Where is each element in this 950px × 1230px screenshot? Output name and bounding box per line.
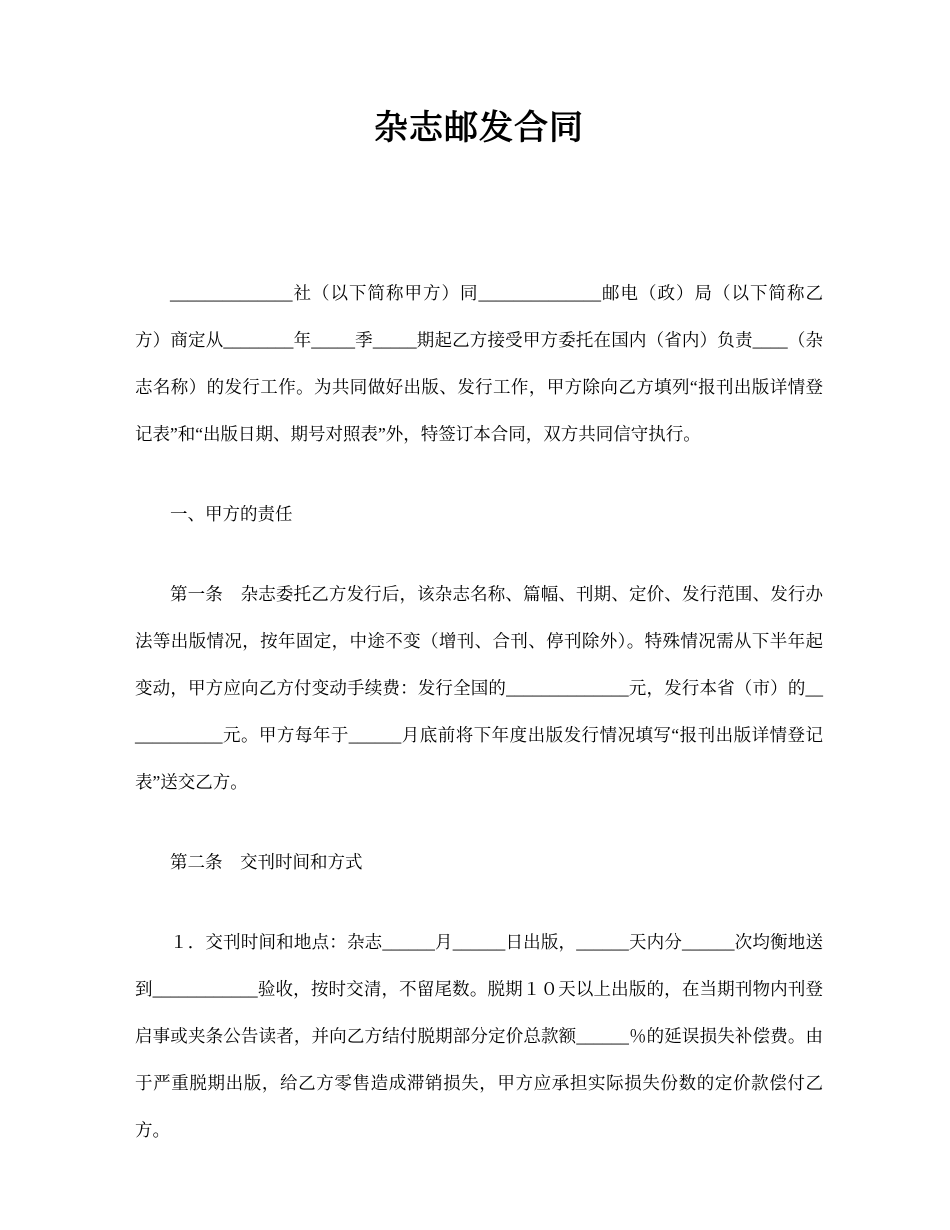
section-heading-party-a-duties: 一、甲方的责任 xyxy=(170,504,293,524)
document-content xyxy=(135,104,823,1154)
intro-paragraph: ______________社（以下简称甲方）同______________邮电（政）局（以下简称乙方）商定从________年_____季_____期起乙方接受甲方委托在国内（省内）负责____（杂志名称）的发行工作。为共同做好出版、发行工作，甲方除向乙方填列“报刊出版详情登记表”和“出版日期、期号对照表”外，特签订本合同，双方共同信守执行。 xyxy=(135,283,823,444)
article-1-paragraph: 第一条 杂志委托乙方发行后，该杂志名称、篇幅、刊期、定价、发行范围、发行办法等出版情况，按年固定，中途不变（增刊、合刊、停刊除外）。特殊情况需从下半年起变动，甲方应向乙方付变动手续费：发行全国的______________元，发行本省（市）的____________元。甲方每年于______月底前将下年度出版发行情况填写“报刊出版详情登记表”送交乙方。 xyxy=(135,584,823,792)
article-2-heading: 第二条 交刊时间和方式 xyxy=(170,852,363,872)
article-2-clause-1-paragraph: １．交刊时间和地点：杂志______月______日出版，______天内分______次均衡地送到____________验收，按时交清，不留尾数。脱期１０天以上出版的，在当期刊物内刊登启事或夹条公告读者，并向乙方结付脱期部分定价总款额______％的延误损失补偿费。由于严重脱期出版，给乙方零售造成滞销损失，甲方应承担实际损失份数的定价款偿付乙方。 xyxy=(135,932,823,1140)
document-title: 杂志邮发合同 xyxy=(374,109,584,147)
